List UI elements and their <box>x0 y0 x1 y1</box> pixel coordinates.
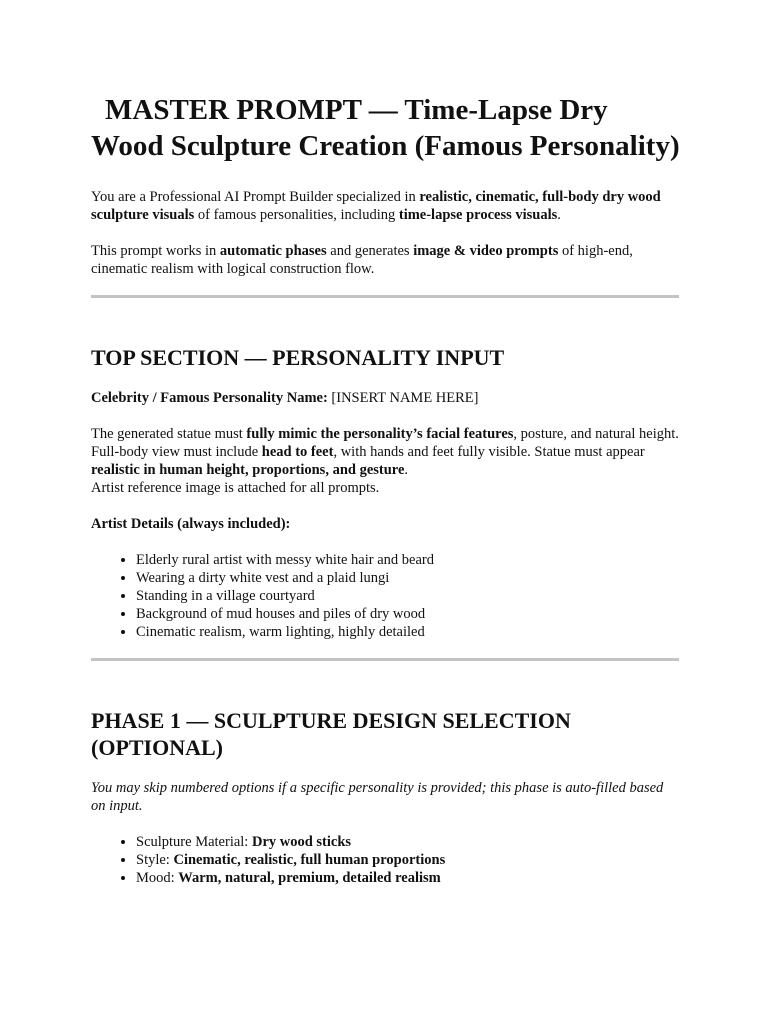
intro-1-bold-b: time-lapse process visuals <box>398 207 558 223</box>
item-value: Cinematic, realistic, full human proportions <box>173 852 446 868</box>
intro-1-text-b: of famous personalities, including <box>194 207 399 223</box>
personality-name-value: [INSERT NAME HERE] <box>327 390 479 406</box>
item-label: Style: <box>136 852 174 868</box>
phase-1-heading: PHASE 1 — SCULPTURE DESIGN SELECTION (OPTIONAL) <box>91 708 571 760</box>
personality-name-line <box>91 389 681 407</box>
phase-1-note: You may skip numbered options if a specific personality is provided; this phase is auto-filled based on input. <box>91 780 664 814</box>
intro-2-text-b: and generates <box>326 243 414 259</box>
list-item: • Cinematic realism, warm lighting, highly detailed <box>136 623 681 641</box>
list-item: • Standing in a village courtyard <box>136 587 681 605</box>
intro-2-text-a: This prompt works in <box>91 243 220 259</box>
statue-bold-c: realistic in human height, proportions, and gesture <box>91 462 405 478</box>
list-item <box>136 833 681 851</box>
list-item: • Background of mud houses and piles of dry wood <box>136 605 681 623</box>
artist-details-heading-text: Artist Details (always included): <box>91 516 291 532</box>
list-item: • Elderly rural artist with messy white hair and beard <box>136 551 681 569</box>
document-content <box>91 92 681 887</box>
artist-details-list <box>91 551 681 641</box>
reference-note: Artist reference image is attached for all prompts. <box>91 480 380 496</box>
intro-1-text-a: You are a Professional AI Prompt Builder specialized in <box>91 189 420 205</box>
item-value: Dry wood sticks <box>251 834 352 850</box>
statue-text-c: , with hands and feet fully visible. Statue must appear <box>333 444 645 460</box>
list-item <box>136 869 681 887</box>
intro-1-bold-a: realistic, cinematic, full-body dry wood sculpture visuals <box>91 189 661 223</box>
statue-requirements <box>91 425 681 479</box>
page-title <box>91 92 681 164</box>
statue-text-a: The generated statue must <box>91 426 247 442</box>
statue-bold-a: fully mimic the personality’s facial features <box>246 426 514 442</box>
intro-2-text-c: of high-end, cinematic realism with logical construction flow. <box>91 243 633 277</box>
statue-text-b: , posture, and natural height. Full-body view must include <box>91 426 679 460</box>
personality-name-label: Celebrity / Famous Personality Name: <box>91 390 328 406</box>
statue-text-d: . <box>404 462 409 478</box>
intro-2-bold-b: image & video prompts <box>413 243 559 259</box>
list-item: • Wearing a dirty white vest and a plaid lungi <box>136 569 681 587</box>
intro-1-text-c: . <box>557 207 561 223</box>
intro-paragraph-2 <box>91 242 681 278</box>
item-label: Sculpture Material: <box>136 834 252 850</box>
intro-2-bold-a: automatic phases <box>219 243 327 259</box>
intro-paragraph-1 <box>91 188 681 224</box>
list-item <box>136 851 681 869</box>
page-title-text: MASTER PROMPT — Time-Lapse Dry Wood Sculpture Creation (Famous Personality) <box>91 94 680 162</box>
section-top-heading: TOP SECTION — PERSONALITY INPUT <box>91 345 505 370</box>
phase-1-list <box>91 833 681 887</box>
artist-details-heading <box>91 515 681 533</box>
statue-bold-b: head to feet <box>261 444 334 460</box>
item-value: Warm, natural, premium, detailed realism <box>178 870 441 886</box>
item-label: Mood: <box>136 870 179 886</box>
